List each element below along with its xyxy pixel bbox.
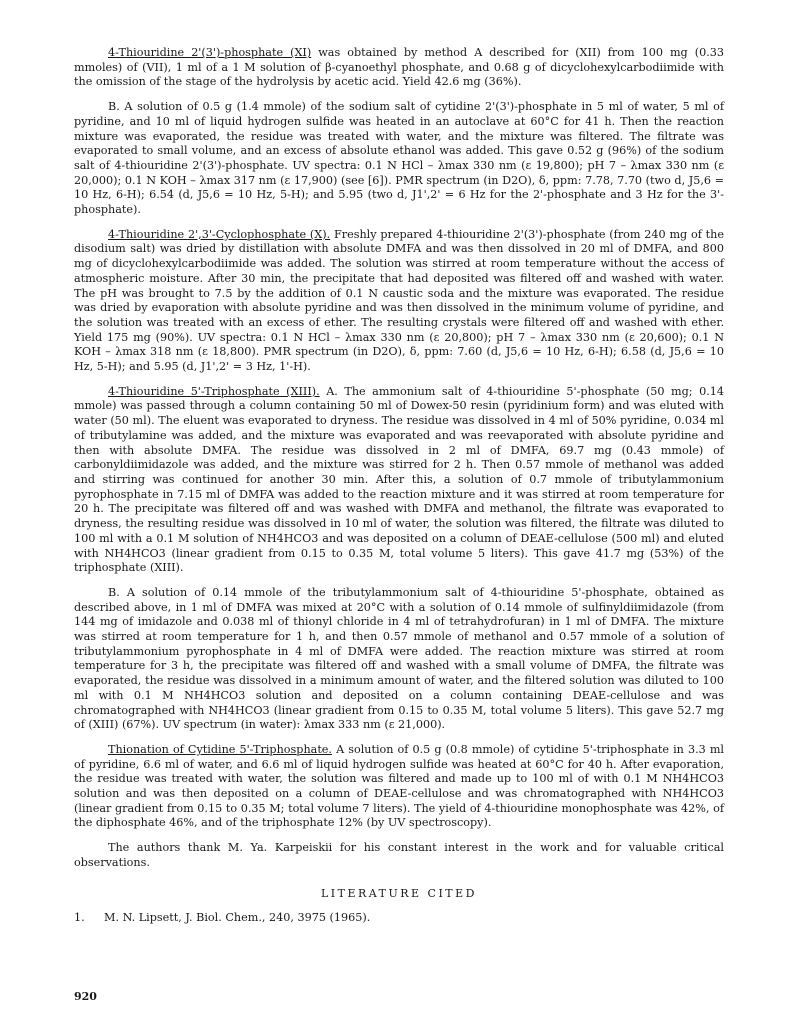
- paragraph-body: The authors thank M. Ya. Karpeiskii for his constant interest in the work and for valuable critical observations.: [74, 841, 724, 869]
- paragraph-body: was obtained by method A described for (XII) from 100 mg (0.33 mmoles) of (VII), 1 ml of a 1 M solution of β-cyanoethyl phosphate, and 0.68 g of dicyclohexylcarbodiimide with the omission of the stage of the hydrolysis by acetic acid. Yield 42.6 mg (36%).: [74, 46, 725, 89]
- paragraph-body: Freshly prepared 4-thiouridine 2'(3')-phosphate (from 240 mg of the disodium salt) was dried by distillation with absolute DMFA and was then dissolved in 20 ml of DMFA, and 800 mg of dicyclohexylcarbodiimide was added. The solution was stirred at room temperature without the access of atmospheric moisture. After 30 min, the precipitate that had deposited was filtered off and washed with water. The pH was brought to 7.5 by the addition of 0.1 N caustic soda and the mixture was evaporated. The residue was dried by evaporation with absolute pyridine and was then dissolved in the minimum volume of pyridine, and the solution was treated with an excess of ether. The resulting crystals were filtered off and washed with ether. Yield 175 mg (90%). UV spectra: 0.1 N HCl – λmax 330 nm (ε 20,800); pH 7 – λmax 330 nm (ε 20,600); 0.1 N KOH – λmax 318 nm (ε 18,800). PMR spectrum (in D2O), δ, ppm: 7.60 (d, J5,6 = 10 Hz, 6-H); 6.58 (d, J5,6 = 10 Hz, 5-H); and 5.95 (d, J1',2' = 3 Hz, 1'-H).: [74, 227, 724, 374]
- paragraph-body: A. The ammonium salt of 4-thiouridine 5'-phosphate (50 mg; 0.14 mmole) was passed through a column containing 50 ml of Dowex-50 resin (pyridinium form) and was eluted with water (50 ml). The eluent was evaporated to dryness. The residue was dissolved in 4 ml of 50% pyridine, 0.034 ml of tributylamine was added, and the mixture was evaporated and was reevaporated with absolute pyridine and then with absolute DMFA. The residue was dissolved in 2 ml of DMFA, 69.7 mg (0.43 mmole) of carbonyldiimidazole was added, and the mixture was stirred for 2 h. Then 0.57 mmole of methanol was added and stirring was continued for another 30 min. After this, a solution of 0.7 mmole of tributylammonium pyrophosphate in 7.15 ml of DMFA was added to the reaction mixture and it was stirred at room temperature for 20 h. The precipitate was filtered off and was washed with DMFA and methanol, the filtrate was evaporated to dryness, the resulting residue was dissolved in 10 ml of water, the solution was filtered, the filtrate was diluted to 100 ml with a 0.1 M solution of NH4HCO3 and was deposited on a column of DEAE-cellulose (500 ml) and eluted with NH4HCO3 (linear gradient from 0.15 to 0.35 M, total volume 5 liters). This gave 41.7 mg (53%) of the triphosphate (XIII).: [74, 384, 724, 575]
- paragraph-body: A solution of 0.5 g (0.8 mmole) of cytidine 5'-triphosphate in 3.3 ml of pyridine, 6.6 ml of water, and 6.6 ml of liquid hydrogen sulfide was heated at 60°C for 40 h. After evaporation, the residue was treated with water, the solution was filtered and made up to 100 ml of with 0.1 M NH4HCO3 solution and was then deposited on a column of DEAE-cellulose and was chromatographed with NH4HCO3 (linear gradient from 0.15 to 0.35 M; total volume 7 liters). The yield of 4-thiouridine monophosphate was 42%, of the diphosphate 46%, and of the triphosphate 12% (by UV spectroscopy).: [74, 742, 725, 830]
- paragraph-title: 4-Thiouridine 2',3'-Cyclophosphate (X).: [108, 227, 331, 241]
- reference-item: [74, 911, 724, 926]
- paragraph-thiouridine-phosphate: [74, 46, 724, 90]
- paragraph-triphosphate-a: [74, 385, 724, 576]
- paragraph-title: 4-Thiouridine 2'(3')-phosphate (XI): [108, 46, 312, 59]
- reference-number: 1.: [74, 911, 85, 925]
- paragraph-acknowledgment: [74, 841, 724, 870]
- paragraph-method-b-sodium-salt: [74, 100, 724, 218]
- literature-heading: LITERATURE CITED: [320, 886, 477, 900]
- paragraph-body: B. A solution of 0.14 mmole of the tributylammonium salt of 4-thiouridine 5'-phosphate, obtained as described above, in 1 ml of DMFA was mixed at 20°C with a solution of 0.14 mmole of sulfinyldiimidazole (from 144 mg of imidazole and 0.038 ml of thionyl chloride in 4 ml of tetrahydrofuran) in 1 ml of DMFA. The mixture was stirred at room temperature for 1 h, and then 0.57 mmole of methanol and 0.57 mmole of a solution of tributylammonium pyrophosphate in 4 ml of DMFA were added. The reaction mixture was stirred at room temperature for 3 h, the precipitate was filtered off and washed with a small volume of DMFA, the filtrate was evaporated, the residue was dissolved in a minimum amount of water, and the filtered solution was diluted to 100 ml with 0.1 M NH4HCO3 solution and deposited on a column containing DEAE-cellulose and was chromatographed with NH4HCO3 (linear gradient from 0.15 to 0.35 M, total volume 5 liters). This gave 52.7 mg of (XIII) (67%). UV spectrum (in water): λmax 333 nm (ε 21,000).: [74, 585, 724, 732]
- paragraph-triphosphate-b: [74, 586, 724, 733]
- reference-text: M. N. Lipsett, J. Biol. Chem., 240, 3975 (1965).: [104, 911, 371, 925]
- paragraph-cyclophosphate: [74, 228, 724, 375]
- paragraph-title: 4-Thiouridine 5'-Triphosphate (XIII).: [108, 384, 320, 398]
- paragraph-thionation: [74, 743, 724, 831]
- paragraph-title: Thionation of Cytidine 5'-Triphosphate.: [108, 742, 332, 756]
- paper-page: [74, 46, 724, 926]
- page-number: 920: [74, 990, 97, 1003]
- paragraph-body: B. A solution of 0.5 g (1.4 mmole) of the sodium salt of cytidine 2'(3')-phosphate in 5 ml of water, 5 ml of pyridine, and 10 ml of liquid hydrogen sulfide was heated in an autoclave at 60°C for 41 h. Then the reaction mixture was evaporated, the residue was treated with water, and the mixture was filtered. The filtrate was evaporated to small volume, and an excess of absolute ethanol was added. This gave 0.52 g (96%) of the sodium salt of 4-thiouridine 2'(3')-phosphate. UV spectra: 0.1 N HCl – λmax 330 nm (ε 19,800); pH 7 – λmax 330 nm (ε 20,000); 0.1 N KOH – λmax 317 nm (ε 17,900) (see [6]). PMR spectrum (in D2O), δ, ppm: 7.78, 7.70 (two d, J5,6 = 10 Hz, 6-H); 6.54 (d, J5,6 = 10 Hz, 5-H); and 5.95 (two d, J1',2' = 6 Hz for the 2'-phosphate and 3 Hz for the 3'-phosphate).: [74, 100, 724, 217]
